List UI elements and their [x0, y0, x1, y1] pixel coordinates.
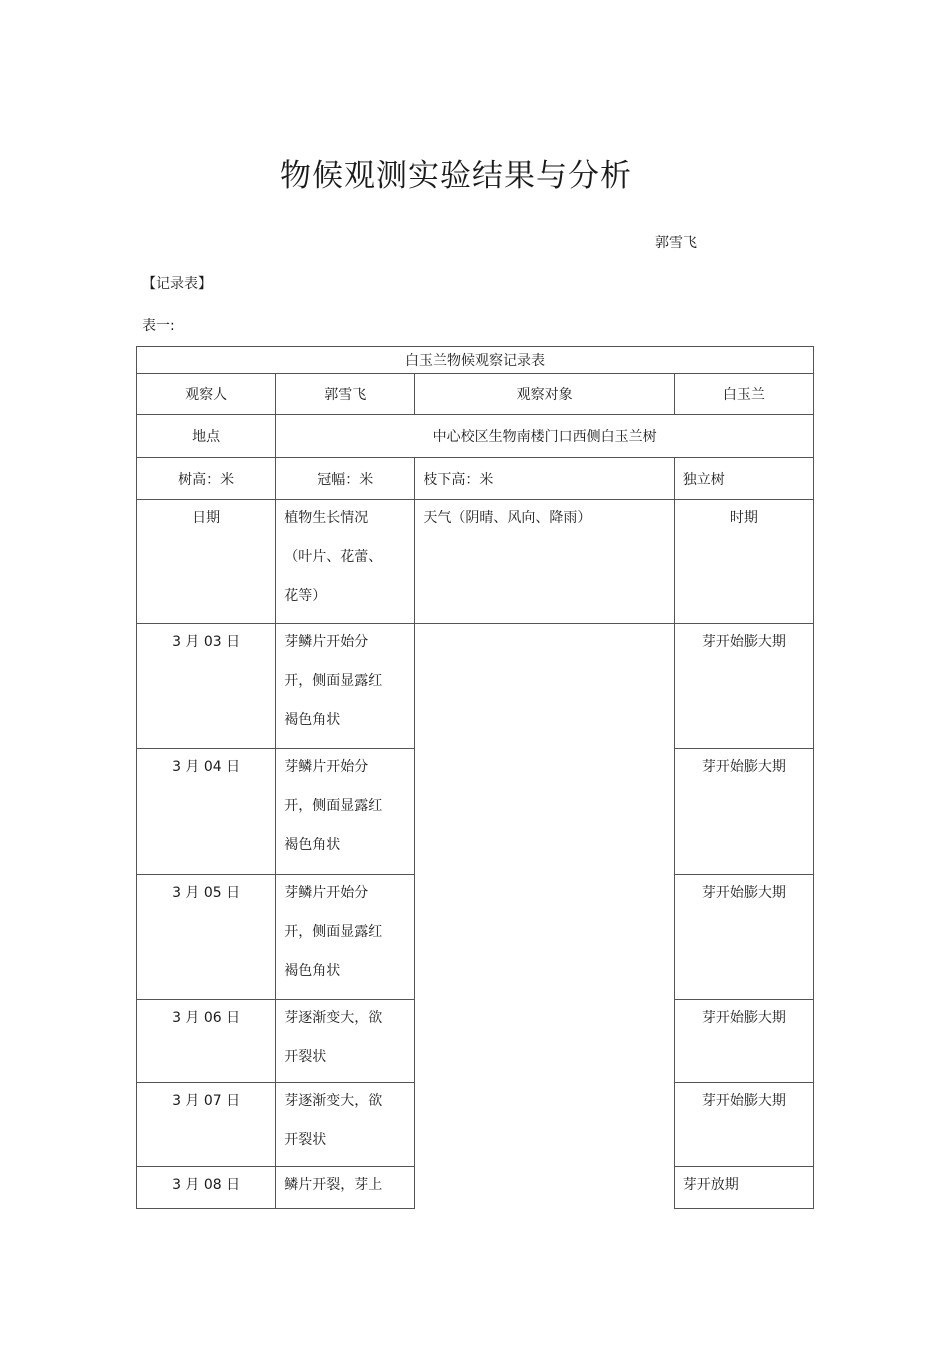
- row-growth: 芽鳞片开始分 开，侧面显露红 褐色角状: [276, 749, 415, 875]
- table-label: 表一:: [142, 318, 175, 334]
- table-row: [137, 624, 814, 749]
- row-date: 3 月 05 日: [137, 875, 276, 1000]
- author-name: 郭雪飞: [655, 235, 697, 251]
- header-period: 时期: [674, 500, 813, 624]
- row-date: 3 月 07 日: [137, 1083, 276, 1167]
- row-growth: 芽鳞片开始分 开，侧面显露红 褐色角状: [276, 624, 415, 749]
- row-period: 芽开始膨大期: [674, 1000, 813, 1083]
- row-date: 3 月 08 日: [137, 1167, 276, 1209]
- document-title: 物候观测实验结果与分析: [280, 158, 632, 194]
- observer-label: 观察人: [137, 374, 276, 415]
- branch-height: 枝下高：米: [415, 458, 674, 500]
- row-period: 芽开始膨大期: [674, 875, 813, 1000]
- header-date: 日期: [137, 500, 276, 624]
- row-date: 3 月 06 日: [137, 1000, 276, 1083]
- object-value: 白玉兰: [674, 374, 813, 415]
- header-growth: 植物生长情况 （叶片、花蕾、 花等）: [276, 500, 415, 624]
- row-date: 3 月 04 日: [137, 749, 276, 875]
- row-date: 3 月 03 日: [137, 624, 276, 749]
- header-weather: 天气（阴晴、风向、降雨）: [415, 500, 674, 624]
- table-caption: 白玉兰物候观察记录表: [137, 347, 814, 374]
- location-label: 地点: [137, 415, 276, 458]
- row-period: 芽开始膨大期: [674, 624, 813, 749]
- observer-value: 郭雪飞: [276, 374, 415, 415]
- tree-height: 树高：米: [137, 458, 276, 500]
- row-growth: 芽逐渐变大，欲 开裂状: [276, 1000, 415, 1083]
- weather-column: [415, 624, 674, 1209]
- section-label: 【记录表】: [142, 276, 212, 292]
- object-label: 观察对象: [415, 374, 674, 415]
- observation-record-table: [136, 346, 814, 1209]
- tree-type: 独立树: [674, 458, 813, 500]
- location-value: 中心校区生物南楼门口西侧白玉兰树: [276, 415, 814, 458]
- row-period: 芽开放期: [674, 1167, 813, 1209]
- crown-width: 冠幅：米: [276, 458, 415, 500]
- row-period: 芽开始膨大期: [674, 1083, 813, 1167]
- row-growth: 芽鳞片开始分 开，侧面显露红 褐色角状: [276, 875, 415, 1000]
- row-growth: 芽逐渐变大，欲 开裂状: [276, 1083, 415, 1167]
- row-growth: 鳞片开裂，芽上: [276, 1167, 415, 1209]
- row-period: 芽开始膨大期: [674, 749, 813, 875]
